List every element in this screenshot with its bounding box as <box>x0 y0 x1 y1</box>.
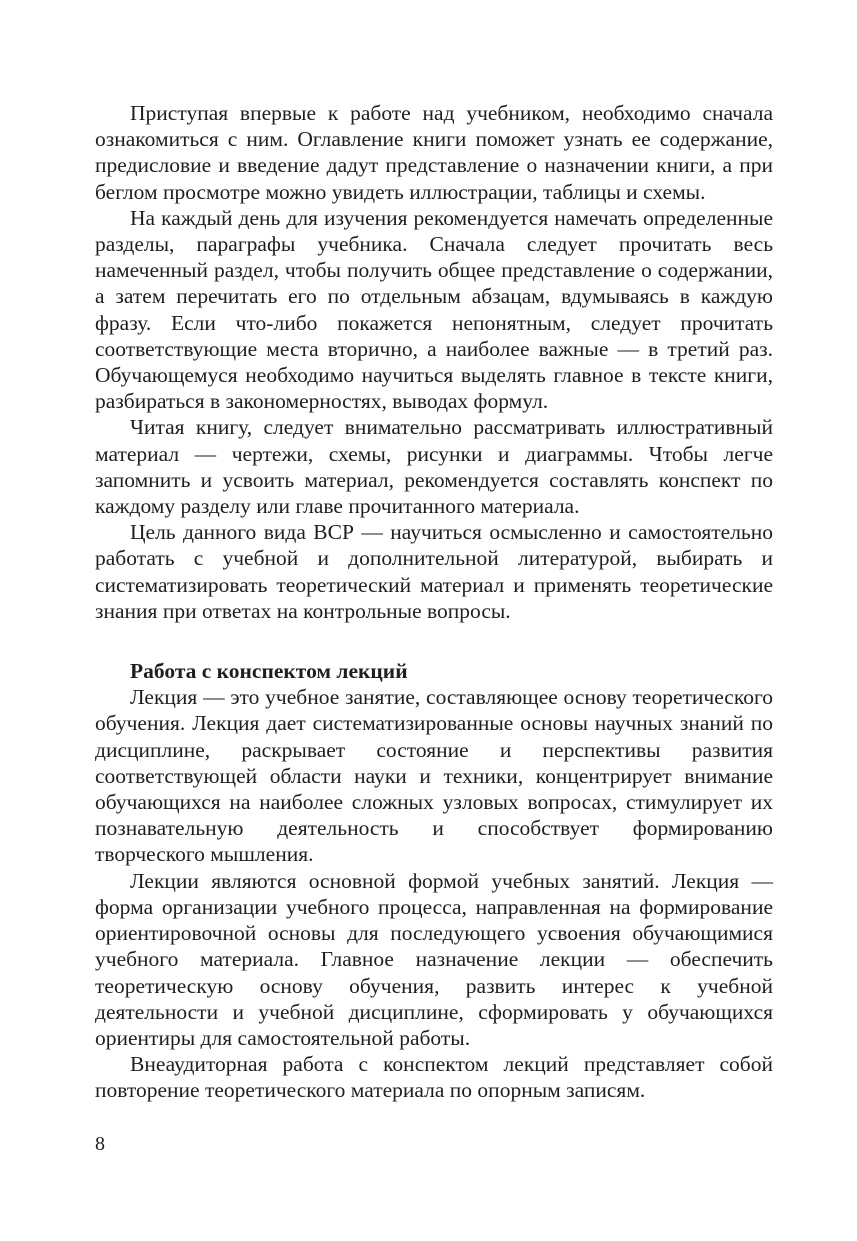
paragraph-2: На каждый день для изучения рекомендуется намечать определенные разделы, параграфы учебника. Сначала следует прочитать весь намеченный раздел, чтобы получить общее представление о содержании, а затем перечитать его по отдельным абзацам, вдумываясь в каждую фразу. Если что-либо покажется непонятным, следует прочитать соответствующие места вторично, а наиболее важные — в третий раз. Обучающемуся необходимо научиться выделять главное в тексте книги, разбираться в закономерностях, выводах формул. <box>95 205 773 414</box>
paragraph-3: Читая книгу, следует внимательно рассматривать иллюстративный материал — чертежи, схемы, рисунки и диаграммы. Чтобы легче запомнить и усвоить материал, рекомендуется составлять конспект по каждому разделу или главе прочитанного материала. <box>95 415 773 519</box>
paragraph-4: Цель данного вида ВСР — научиться осмысленно и самостоятельно работать с учебной и дополнительной литературой, выбирать и систематизировать теоретический материал и применять теоретические знания при ответах на контрольные вопросы. <box>95 520 773 623</box>
page-number: 8 <box>95 1133 105 1155</box>
document-page <box>95 100 773 1104</box>
paragraph-5: Лекция — это учебное занятие, составляющее основу теоретического обучения. Лекция дает систематизированные основы научных знаний по дисциплине, раскрывает состояние и перспективы развития соответствующей области науки и техники, концентрирует внимание обучающихся на наиболее сложных узловых вопросах, стимулирует их познавательную деятельность и способствует формированию творческого мышления. <box>95 685 773 867</box>
paragraph-1: Приступая впервые к работе над учебником, необходимо сначала ознакомиться с ним. Оглавление книги поможет узнать ее содержание, предисловие и введение дадут представление о назначении книги, а при беглом просмотре можно увидеть иллюстрации, таблицы и схемы. <box>95 101 773 204</box>
section-heading: Работа с конспектом лекций <box>130 659 408 684</box>
paragraph-6: Лекции являются основной формой учебных занятий. Лекция — форма организации учебного процесса, направленная на формирование ориентировочной основы для последующего усвоения обучающимися учебного материала. Главное назначение лекции — обеспечить теоретическую основу обучения, развить интерес к учебной деятельности и учебной дисциплине, сформировать у обучающихся ориентиры для самостоятельной работы. <box>95 868 773 1050</box>
paragraph-7: Внеаудиторная работа с конспектом лекций представляет собой повторение теоретического материала по опорным записям. <box>95 1052 773 1103</box>
